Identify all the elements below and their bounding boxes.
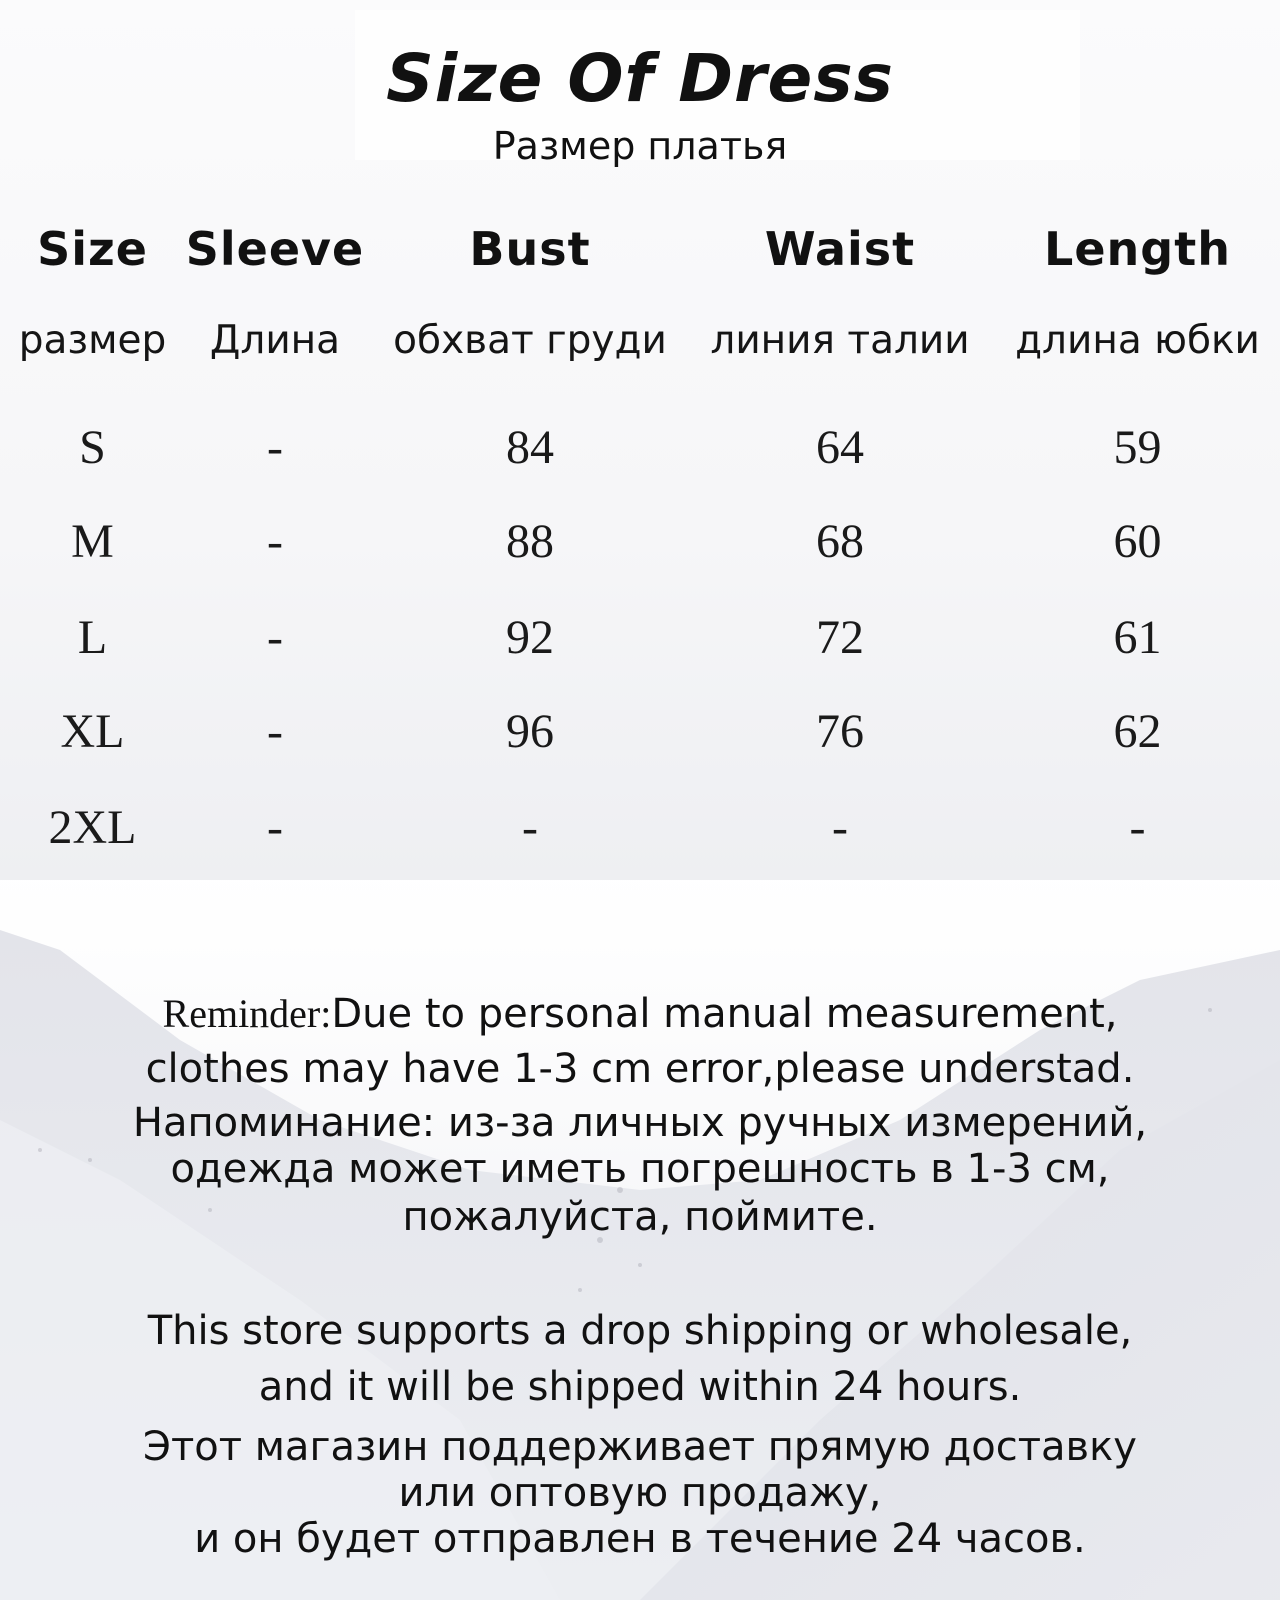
- reminder-label: Reminder:: [162, 991, 332, 1036]
- header-size-ru: размер: [18, 318, 167, 363]
- cell-sleeve: -: [267, 801, 283, 854]
- header-length: Length: [1044, 222, 1231, 276]
- store-ru-line1: Этот магазин поддерживает прямую доставку: [143, 1424, 1137, 1470]
- reminder-en-text: Due to personal manual measurement,: [331, 991, 1118, 1037]
- store-en-line1: This store supports a drop shipping or wholesale,: [147, 1308, 1133, 1354]
- header-waist-ru: линия талии: [710, 318, 970, 363]
- cell-length: -: [1129, 801, 1146, 854]
- cell-size: S: [79, 421, 106, 474]
- cell-sleeve: -: [267, 611, 283, 664]
- page-subtitle: Размер платья: [492, 124, 788, 168]
- cell-size: M: [71, 515, 114, 568]
- cell-size: XL: [60, 705, 125, 758]
- cell-waist: 68: [816, 515, 864, 568]
- cell-waist: 64: [816, 421, 864, 474]
- cell-length: 61: [1113, 611, 1162, 664]
- cell-length: 62: [1113, 705, 1162, 758]
- cell-sleeve: -: [267, 421, 283, 474]
- reminder-en-line2: clothes may have 1-3 cm error,please understad.: [145, 1046, 1135, 1092]
- header-bust-ru: обхват груди: [393, 318, 667, 363]
- store-en-line2: and it will be shipped within 24 hours.: [258, 1364, 1022, 1410]
- cell-waist: -: [832, 801, 848, 854]
- cell-bust: 92: [506, 611, 554, 664]
- cell-sleeve: -: [267, 705, 283, 758]
- header-waist: Waist: [764, 222, 916, 276]
- cell-sleeve: -: [267, 515, 283, 568]
- reminder-ru-line2: одежда может иметь погрешность в 1-3 см,: [170, 1146, 1110, 1192]
- header-length-ru: длина юбки: [1015, 318, 1260, 363]
- cell-bust: 84: [506, 421, 554, 474]
- cell-waist: 76: [816, 705, 864, 758]
- cell-length: 60: [1113, 515, 1162, 568]
- cell-bust: 96: [506, 705, 554, 758]
- header-sleeve: Sleeve: [185, 222, 365, 276]
- cell-bust: -: [522, 801, 538, 854]
- cell-size: 2XL: [48, 801, 137, 854]
- cell-size: L: [77, 611, 108, 664]
- reminder-ru-line3: пожалуйста, поймите.: [402, 1194, 878, 1240]
- page-title: Size Of Dress: [386, 40, 894, 117]
- cell-waist: 72: [816, 611, 864, 664]
- header-bust: Bust: [469, 222, 591, 276]
- cell-length: 59: [1113, 421, 1162, 474]
- header-size: Size: [37, 222, 148, 276]
- store-ru-line2: или оптовую продажу,: [398, 1470, 882, 1516]
- header-sleeve-ru: Длина: [209, 318, 341, 363]
- reminder-ru-line1: Напоминание: из-за личных ручных измерений,: [132, 1100, 1148, 1146]
- cell-bust: 88: [506, 515, 554, 568]
- store-ru-line3: и он будет отправлен в течение 24 часов.: [194, 1516, 1086, 1562]
- reminder-en-line1: [0, 990, 1280, 1037]
